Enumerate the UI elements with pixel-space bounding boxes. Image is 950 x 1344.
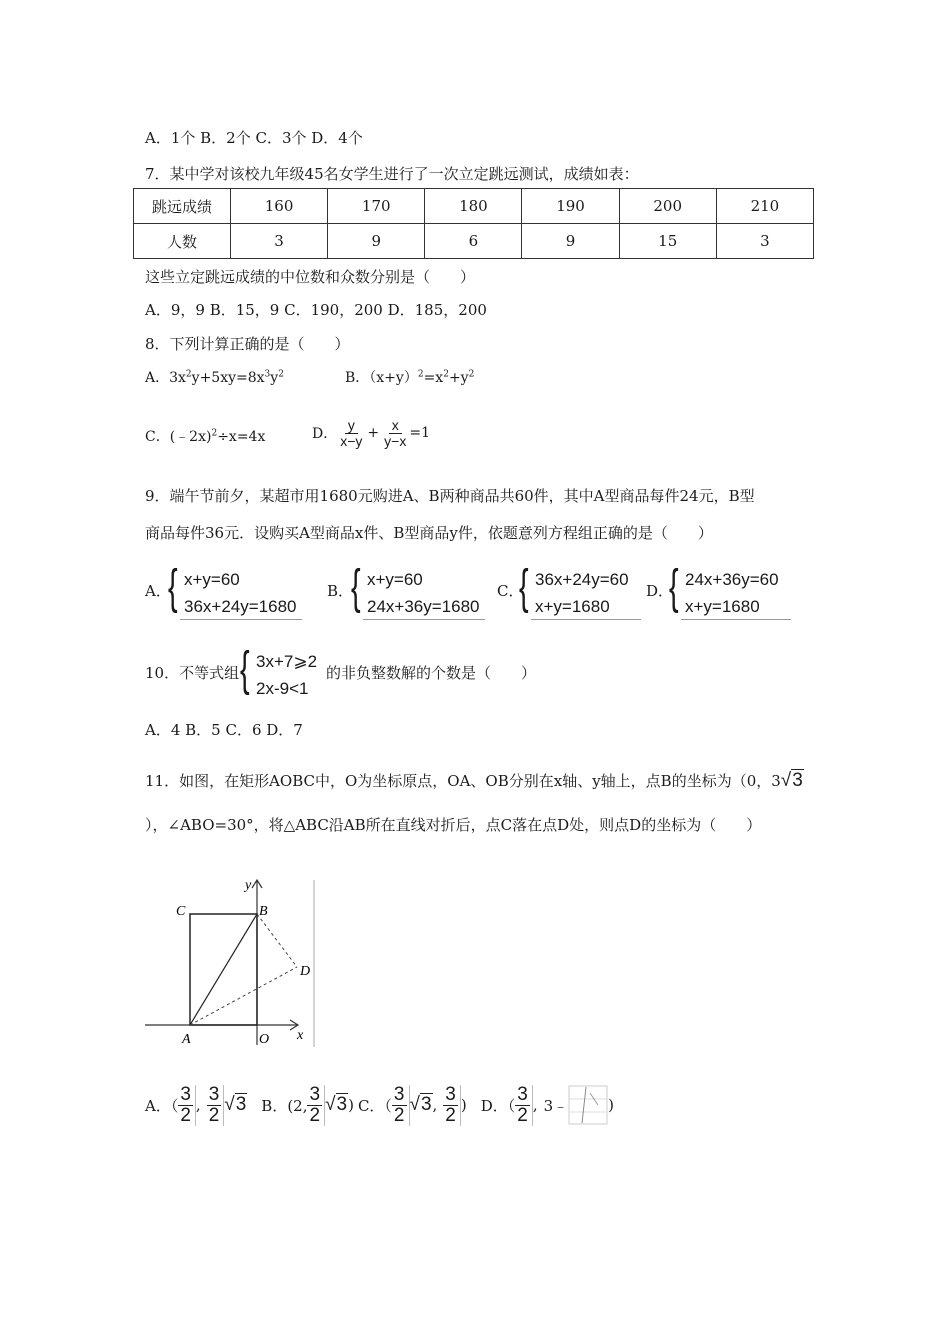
sup: 2 — [278, 369, 284, 380]
q9-line1: 9．端午节前夕，某超市用1680元购进A、B两种商品共60件，其中A型商品每件24元，B型 — [145, 487, 755, 505]
denominator: 2 — [445, 1104, 456, 1126]
text: A．3x — [145, 370, 186, 386]
fraction — [392, 1085, 410, 1126]
segment-bd — [257, 914, 297, 967]
comma: , — [432, 1096, 438, 1115]
q7-stem: 7．某中学对该校九年级45名女学生进行了一次立定跳远测试，成绩如表： — [145, 165, 639, 183]
numerator: 3 — [517, 1084, 528, 1105]
table-cell: 6 — [425, 224, 522, 259]
denominator: y−x — [384, 432, 407, 449]
text: =x — [423, 370, 444, 386]
label-d: D — [300, 964, 311, 979]
q9-option-b-system — [351, 561, 486, 620]
table-cell: 180 — [425, 189, 522, 224]
fraction — [307, 1085, 325, 1126]
paren: ) — [348, 1096, 354, 1115]
plus-sign: + — [367, 425, 380, 442]
table-cell: 210 — [716, 189, 813, 224]
sqrt: √3 — [224, 1094, 247, 1116]
q9-option-c-system — [519, 561, 639, 620]
table-cell: 3 — [716, 224, 813, 259]
text: B．（x+y） — [345, 370, 418, 386]
label-y: y — [245, 878, 252, 893]
comma: , — [195, 1096, 201, 1115]
q9-option-a-system — [168, 561, 303, 620]
sup: 2 — [185, 369, 192, 380]
text: +y — [448, 370, 469, 386]
table-row — [134, 224, 814, 259]
q7-options: A．9，9 B．15，9 C．190，200 D．185，200 — [145, 301, 487, 319]
q10-inequality-system — [240, 643, 330, 702]
q9-a-label: A． — [145, 582, 171, 600]
paren: ) — [608, 1096, 615, 1115]
q8-option-c — [145, 426, 265, 446]
q6-options: A．1个 B．2个 C．3个 D．4个 — [145, 129, 363, 147]
option-a-label: A．（ — [145, 1096, 179, 1115]
inequality: 2x-9<1 — [256, 679, 309, 698]
fraction — [381, 418, 409, 448]
text: 11．如图，在矩形AOBC中，O为坐标原点，OA、OB分别在x轴、y轴上，点B的坐标为（0，3 — [145, 772, 781, 790]
fraction — [443, 1085, 461, 1126]
numerator: x — [389, 418, 402, 434]
table-cell: 15 — [619, 224, 716, 259]
q9-b-label: B． — [327, 582, 354, 600]
numerator: 3 — [309, 1084, 321, 1105]
denominator: 2 — [393, 1104, 405, 1126]
denominator: 2 — [517, 1104, 528, 1126]
q8-option-d — [312, 418, 430, 448]
label-b: B — [259, 904, 268, 919]
text: D． — [312, 426, 338, 443]
sup: 3 — [264, 369, 271, 380]
table-cell: 170 — [328, 189, 425, 224]
brace-icon: { — [168, 561, 178, 614]
q8-stem: 8．下列计算正确的是（ ） — [145, 335, 350, 353]
fraction — [178, 1085, 196, 1126]
label-a: A — [182, 1032, 191, 1047]
equation: 24x+36y=60 — [685, 570, 779, 589]
q10-tail: 的非负整数解的个数是（ ） — [326, 664, 537, 682]
numerator: 3 — [445, 1084, 456, 1105]
q10-options: A．4 B．5 C．6 D．7 — [145, 721, 303, 739]
table-header-cell: 人数 — [134, 224, 231, 259]
brace-icon: { — [351, 561, 361, 614]
brace-icon: { — [669, 561, 679, 614]
q8-option-a — [145, 367, 284, 387]
brace-icon: { — [519, 561, 529, 614]
sqrt: √3 — [325, 1094, 348, 1116]
image-frame — [569, 1086, 607, 1124]
q7-question: 这些立定跳远成绩的中位数和众数分别是（ ） — [145, 268, 476, 286]
underline — [531, 619, 641, 620]
inequality: 3x+7⩾2 — [256, 652, 318, 671]
radicand: 3 — [792, 770, 803, 791]
equation: 24x+36y=1680 — [367, 597, 480, 616]
label-c: C — [176, 904, 186, 919]
paren: ) — [460, 1096, 467, 1115]
segment-ab — [190, 914, 257, 1025]
text: =1 — [409, 425, 430, 442]
sup: 2 — [443, 369, 449, 380]
denominator: 2 — [309, 1104, 321, 1126]
sqrt: √3 — [409, 1094, 432, 1116]
brace-icon: { — [240, 643, 250, 696]
label-x: x — [297, 1028, 304, 1043]
denominator: x−y — [340, 432, 363, 449]
radicand: 3 — [235, 1094, 247, 1116]
underline — [681, 619, 791, 620]
q8-option-b — [345, 367, 474, 387]
equation: x+y=60 — [184, 570, 240, 589]
numerator: 3 — [180, 1084, 191, 1105]
table-cell: 200 — [619, 189, 716, 224]
numerator: 3 — [393, 1084, 405, 1105]
text: y — [270, 370, 279, 386]
image-stroke — [582, 1087, 586, 1123]
text: 3﹣ — [543, 1096, 569, 1115]
q9-d-label: D． — [646, 582, 674, 600]
denominator: 2 — [180, 1104, 191, 1126]
broken-formula-image-icon — [568, 1085, 608, 1125]
underline — [363, 619, 485, 620]
fraction — [337, 418, 365, 448]
numerator: 3 — [208, 1084, 220, 1105]
fraction — [207, 1085, 225, 1126]
option-b-label: B．(2, — [261, 1096, 308, 1115]
q9-line2: 商品每件36元．设购买A型商品x件、B型商品y件，依题意列方程组正确的是（ ） — [145, 524, 713, 542]
text: ÷x=4x — [217, 429, 266, 445]
radicand: 3 — [420, 1094, 432, 1116]
comma: , — [532, 1096, 538, 1115]
table-cell: 160 — [231, 189, 328, 224]
equation: 36x+24y=60 — [535, 570, 629, 589]
label-o: O — [259, 1032, 270, 1047]
text: C．(﹣2x) — [145, 429, 212, 445]
sup: 2 — [211, 428, 218, 439]
numerator: y — [345, 418, 358, 434]
radicand: 3 — [336, 1094, 348, 1116]
sup: 2 — [468, 369, 475, 380]
segment-ad — [190, 967, 297, 1025]
sup: 2 — [417, 369, 424, 380]
table-cell: 9 — [522, 224, 619, 259]
rectangle-fold-figure — [140, 875, 320, 1050]
text: y+5xy=8x — [191, 370, 265, 386]
scores-table — [133, 188, 814, 259]
denominator: 2 — [208, 1104, 220, 1126]
q11-line1 — [145, 770, 804, 792]
q9-c-label: C． — [497, 582, 524, 600]
table-header-cell: 跳远成绩 — [134, 189, 231, 224]
equation: x+y=60 — [367, 570, 423, 589]
fraction — [515, 1085, 533, 1126]
table-cell: 190 — [522, 189, 619, 224]
sqrt: √3 — [780, 770, 803, 791]
option-d-label: D．（ — [480, 1096, 516, 1115]
table-cell: 3 — [231, 224, 328, 259]
q11-options — [145, 1085, 614, 1126]
option-c-label: C．（ — [357, 1096, 392, 1115]
equation: x+y=1680 — [535, 597, 610, 616]
equation: x+y=1680 — [685, 597, 760, 616]
table-cell: 9 — [328, 224, 425, 259]
table-row — [134, 189, 814, 224]
q9-option-d-system — [669, 561, 789, 620]
q11-line2: ），∠ABO=30°，将△ABC沿AB所在直线对折后，点C落在点D处，则点D的坐标为（ ） — [145, 816, 762, 834]
equation: 36x+24y=1680 — [184, 597, 297, 616]
underline — [180, 619, 302, 620]
q10-label: 10．不等式组 — [145, 664, 240, 682]
